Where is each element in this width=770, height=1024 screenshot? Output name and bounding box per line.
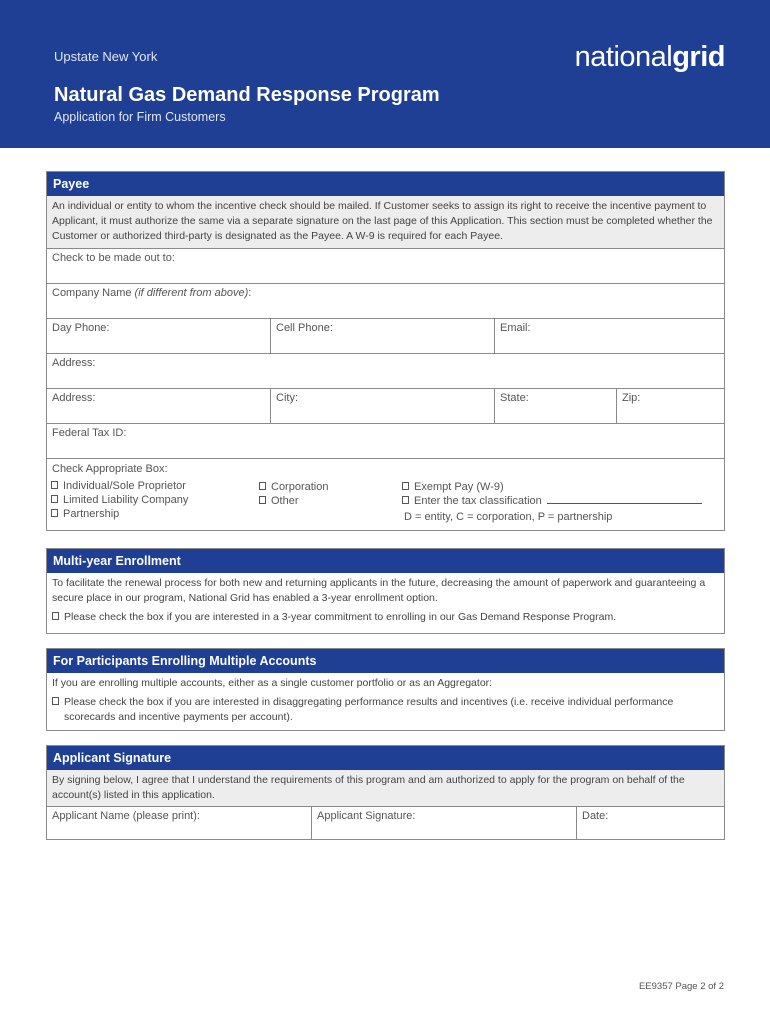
payee-heading: Payee xyxy=(47,172,724,196)
multiple-accounts-checkbox-option[interactable]: Please check the box if you are interested in disaggregating performance results and incentives (i.e. receive individual performance scorecards and incentive payments per account). xyxy=(47,693,724,730)
checkbox[interactable] xyxy=(51,509,58,517)
region-label: Upstate New York xyxy=(54,49,158,64)
address-row-2 xyxy=(47,389,724,424)
checkbox[interactable] xyxy=(402,496,409,504)
address-field-2[interactable]: Address: xyxy=(47,389,271,423)
exempt-option[interactable]: Exempt Pay (W-9) xyxy=(402,480,702,494)
page-footer: EE9357 Page 2 of 2 xyxy=(638,981,724,992)
tax-classification-option[interactable]: Enter the tax classification xyxy=(402,494,702,508)
entity-type-row xyxy=(47,459,724,530)
tax-classification-legend: D = entity, C = corporation, P = partnership xyxy=(404,511,613,523)
day-phone-field[interactable]: Day Phone: xyxy=(47,319,271,353)
date-field[interactable]: Date: xyxy=(582,810,609,822)
llc-option[interactable]: Limited Liability Company xyxy=(51,493,188,507)
national-grid-logo: nationalgrid xyxy=(574,41,725,73)
phone-row xyxy=(47,319,724,354)
other-option[interactable]: Other xyxy=(259,494,328,508)
zip-field[interactable]: Zip: xyxy=(622,392,641,404)
state-field[interactable]: State: xyxy=(495,389,617,423)
checkbox[interactable] xyxy=(259,482,266,490)
multiple-accounts-heading: For Participants Enrolling Multiple Accounts xyxy=(47,649,724,673)
multiyear-checkbox-option[interactable]: Please check the box if you are interested in a 3-year commitment to enrolling in our Gas Demand Response Program. xyxy=(47,608,724,633)
multiyear-description: To facilitate the renewal process for both new and returning applicants in the future, decreasing the amount of paperwork and guaranteeing a secure place in our program, National Grid has enabled a 3-year enrollment option. xyxy=(52,577,706,604)
signature-section xyxy=(46,745,725,840)
multiyear-section xyxy=(46,548,725,634)
page-subtitle: Application for Firm Customers xyxy=(54,110,226,124)
checkbox[interactable] xyxy=(259,496,266,504)
check-box-title: Check Appropriate Box: xyxy=(52,463,168,475)
tax-id-row xyxy=(47,424,724,459)
city-field[interactable]: City: xyxy=(271,389,495,423)
address-field-1[interactable]: Address: xyxy=(52,357,96,369)
tax-id-field[interactable]: Federal Tax ID: xyxy=(52,427,127,439)
checkbox[interactable] xyxy=(402,482,409,490)
checkbox[interactable] xyxy=(52,612,59,620)
individual-option[interactable]: Individual/Sole Proprietor xyxy=(51,479,188,493)
signature-heading: Applicant Signature xyxy=(47,746,724,770)
checkbox[interactable] xyxy=(51,495,58,503)
payee-section xyxy=(46,171,725,531)
company-name-row xyxy=(47,284,724,319)
company-name-field[interactable]: Company Name (if different from above): xyxy=(52,287,252,299)
address-row-1 xyxy=(47,354,724,389)
check-to-field[interactable]: Check to be made out to: xyxy=(52,252,175,264)
email-field[interactable]: Email: xyxy=(500,322,531,334)
multiyear-heading: Multi-year Enrollment xyxy=(47,549,724,573)
signature-row xyxy=(47,807,724,839)
check-to-row xyxy=(47,249,724,284)
multiple-accounts-intro: If you are enrolling multiple accounts, either as a single customer portfolio or as an Aggregator: xyxy=(52,677,493,689)
signature-description: By signing below, I agree that I understand the requirements of this program and am authorized to apply for the program on behalf of the account(s) listed in this application. xyxy=(47,770,724,807)
checkbox[interactable] xyxy=(51,481,58,489)
partnership-option[interactable]: Partnership xyxy=(51,507,188,521)
tax-classification-input[interactable] xyxy=(547,495,702,504)
applicant-name-field[interactable]: Applicant Name (please print): xyxy=(47,807,312,839)
multiple-accounts-section xyxy=(46,648,725,731)
page-title: Natural Gas Demand Response Program xyxy=(54,84,440,106)
page-header xyxy=(0,0,770,148)
cell-phone-field[interactable]: Cell Phone: xyxy=(271,319,495,353)
applicant-signature-field[interactable]: Applicant Signature: xyxy=(312,807,577,839)
checkbox[interactable] xyxy=(52,697,59,705)
corporation-option[interactable]: Corporation xyxy=(259,480,328,494)
payee-description: An individual or entity to whom the incentive check should be mailed. If Customer seeks to assign its right to receive the incentive payment to Applicant, it must authorize the same via a separate signature on the last page of this Application. This section must be completed whether the Customer or authorized third-party is designated as the Payee. A W-9 is required for each Payee. xyxy=(47,196,724,249)
